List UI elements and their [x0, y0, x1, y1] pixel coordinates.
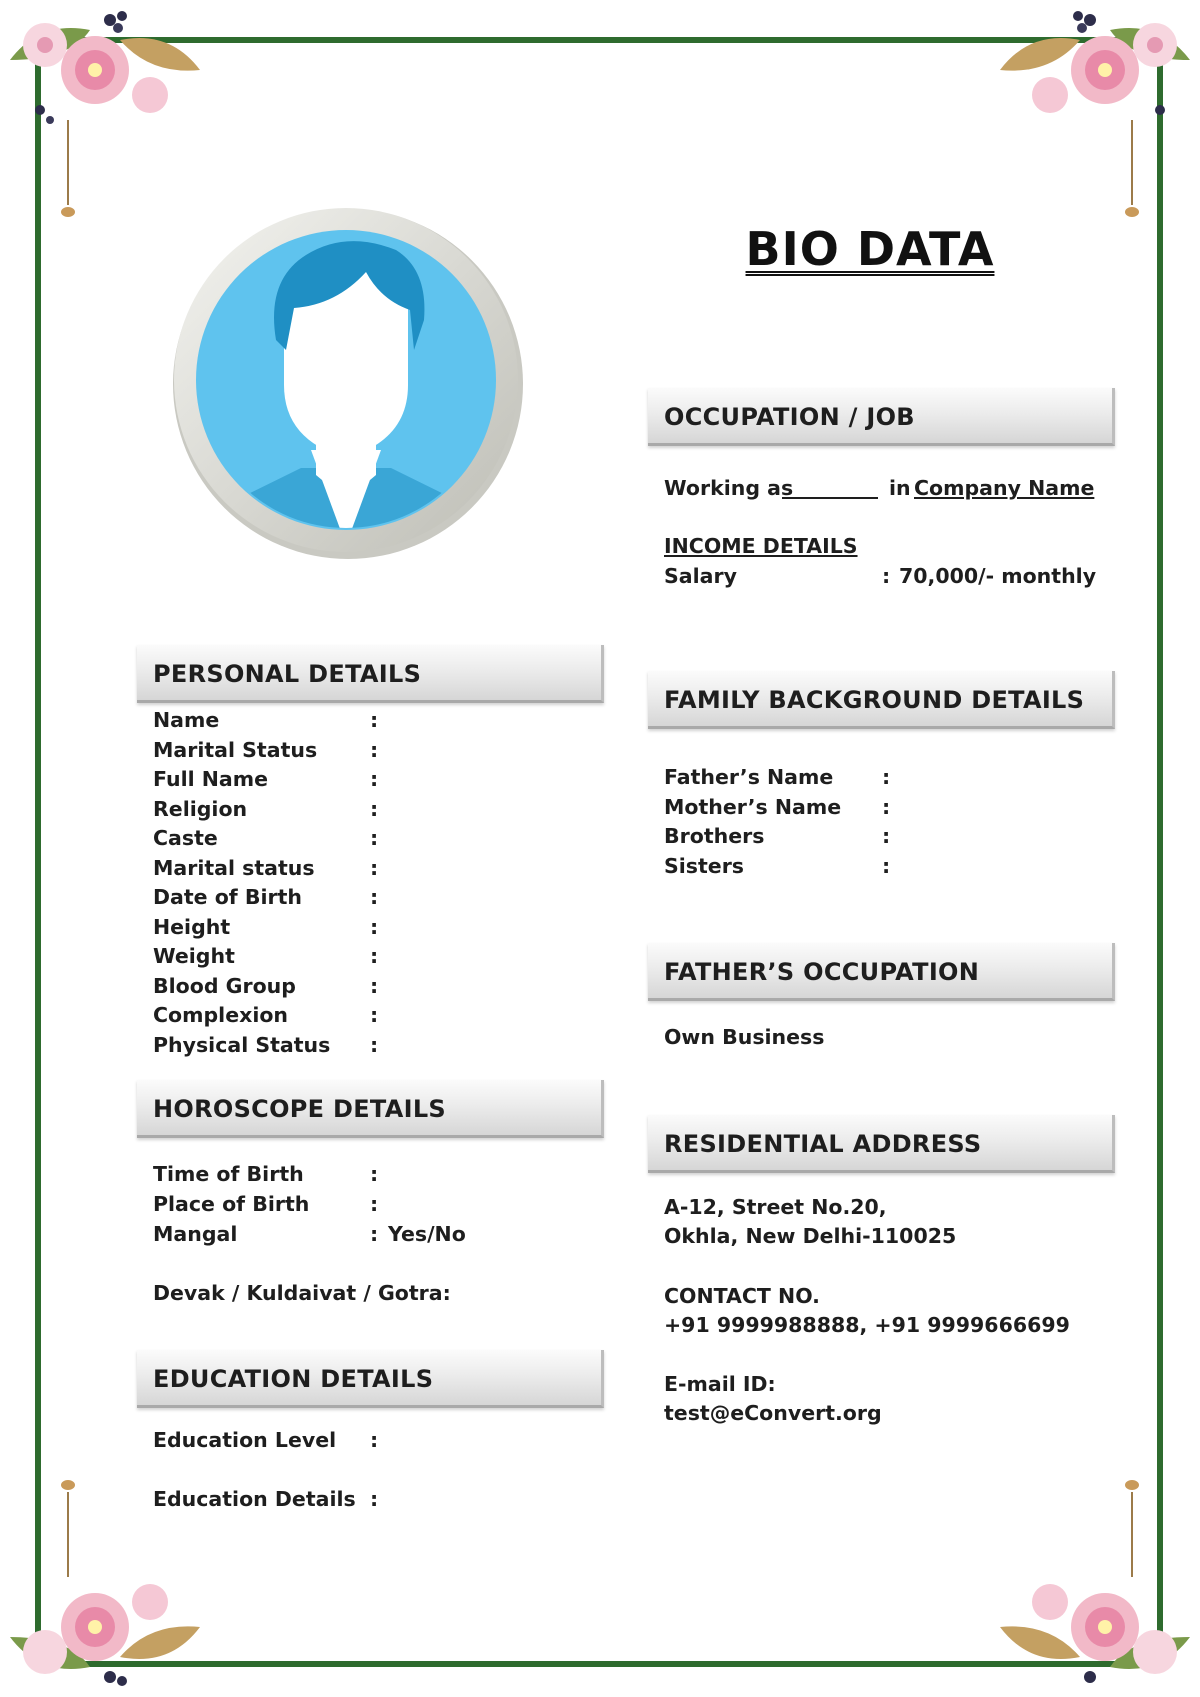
horoscope-field-colon: : [370, 1222, 379, 1246]
education-field-colon: : [370, 1428, 379, 1452]
personal-field-label: Caste [153, 826, 218, 850]
horoscope-details-header: HOROSCOPE DETAILS [137, 1080, 604, 1138]
horoscope-field-colon: : [370, 1162, 379, 1186]
personal-field-label: Name [153, 708, 220, 732]
salary-value: 70,000/- monthly [899, 564, 1097, 588]
address-line-1: A-12, Street No.20, [664, 1195, 887, 1219]
personal-field-label: Marital status [153, 855, 315, 880]
address-line-2: Okhla, New Delhi-110025 [664, 1224, 957, 1248]
income-details-heading: INCOME DETAILS [664, 534, 858, 558]
contact-value: +91 9999988888, +91 9999666699 [664, 1313, 1070, 1337]
mangal-value: Yes/No [388, 1222, 466, 1246]
occupation-header: OCCUPATION / JOB [648, 388, 1115, 446]
personal-field-label: Weight [153, 944, 235, 968]
email-label: E-mail ID: [664, 1372, 776, 1396]
personal-field-colon: : [370, 826, 379, 850]
company-name: Company Name [914, 476, 1095, 500]
personal-field-label: Height [153, 914, 231, 939]
contact-label: CONTACT NO. [664, 1284, 820, 1308]
personal-field-colon: : [370, 737, 379, 762]
family-field-label: Father’s Name [664, 765, 834, 789]
personal-field-colon: : [370, 914, 379, 939]
gotra-label: Devak / Kuldaivat / Gotra: [153, 1281, 451, 1305]
education-field-colon: : [370, 1487, 379, 1511]
personal-field-label: Marital Status [153, 737, 318, 762]
floral-corner-bottom-right [990, 1457, 1200, 1697]
family-field-colon: : [882, 765, 891, 789]
personal-field-colon: : [370, 796, 379, 821]
personal-field-label: Date of Birth [153, 885, 302, 909]
profile-photo-avatar [166, 200, 526, 560]
family-field-label: Brothers [664, 824, 765, 848]
family-background-header: FAMILY BACKGROUND DETAILS [648, 671, 1115, 729]
horoscope-field-label: Place of Birth [153, 1192, 310, 1216]
salary-label: Salary [664, 564, 737, 588]
personal-field-colon: : [370, 885, 379, 909]
fathers-occupation-value: Own Business [664, 1025, 825, 1049]
family-field-label: Mother’s Name [664, 794, 842, 819]
education-field-label: Education Details [153, 1487, 356, 1511]
personal-field-label: Full Name [153, 767, 269, 791]
family-field-label: Sisters [664, 853, 745, 878]
residential-address-header: RESIDENTIAL ADDRESS [648, 1115, 1115, 1173]
personal-field-colon: : [370, 855, 379, 880]
education-field-label: Education Level [153, 1428, 337, 1452]
personal-field-label: Blood Group [153, 973, 296, 998]
personal-field-label: Religion [153, 796, 248, 821]
personal-field-colon: : [370, 708, 379, 732]
horoscope-field-label: Time of Birth [153, 1162, 304, 1186]
floral-corner-top-right [990, 0, 1200, 240]
horoscope-field-colon: : [370, 1192, 379, 1216]
email-value: test@eConvert.org [664, 1401, 882, 1425]
personal-field-colon: : [370, 973, 379, 998]
personal-details-header: PERSONAL DETAILS [137, 645, 604, 703]
personal-field-colon: : [370, 944, 379, 968]
personal-field-label: Complexion [153, 1003, 289, 1027]
working-as-label: Working as [664, 476, 794, 500]
family-field-colon: : [882, 824, 891, 848]
family-field-colon: : [882, 853, 891, 878]
personal-field-colon: : [370, 767, 379, 791]
job-title-blank [782, 497, 878, 499]
in-label: in [889, 476, 911, 500]
horoscope-field-label: Mangal [153, 1222, 238, 1246]
fathers-occupation-header: FATHER’S OCCUPATION [648, 943, 1115, 1001]
education-details-header: EDUCATION DETAILS [137, 1350, 604, 1408]
salary-colon: : [882, 564, 891, 588]
personal-field-colon: : [370, 1032, 379, 1057]
page-title: BIO DATA [745, 222, 995, 276]
personal-field-colon: : [370, 1003, 379, 1027]
family-field-colon: : [882, 794, 891, 819]
personal-field-label: Physical Status [153, 1032, 331, 1057]
